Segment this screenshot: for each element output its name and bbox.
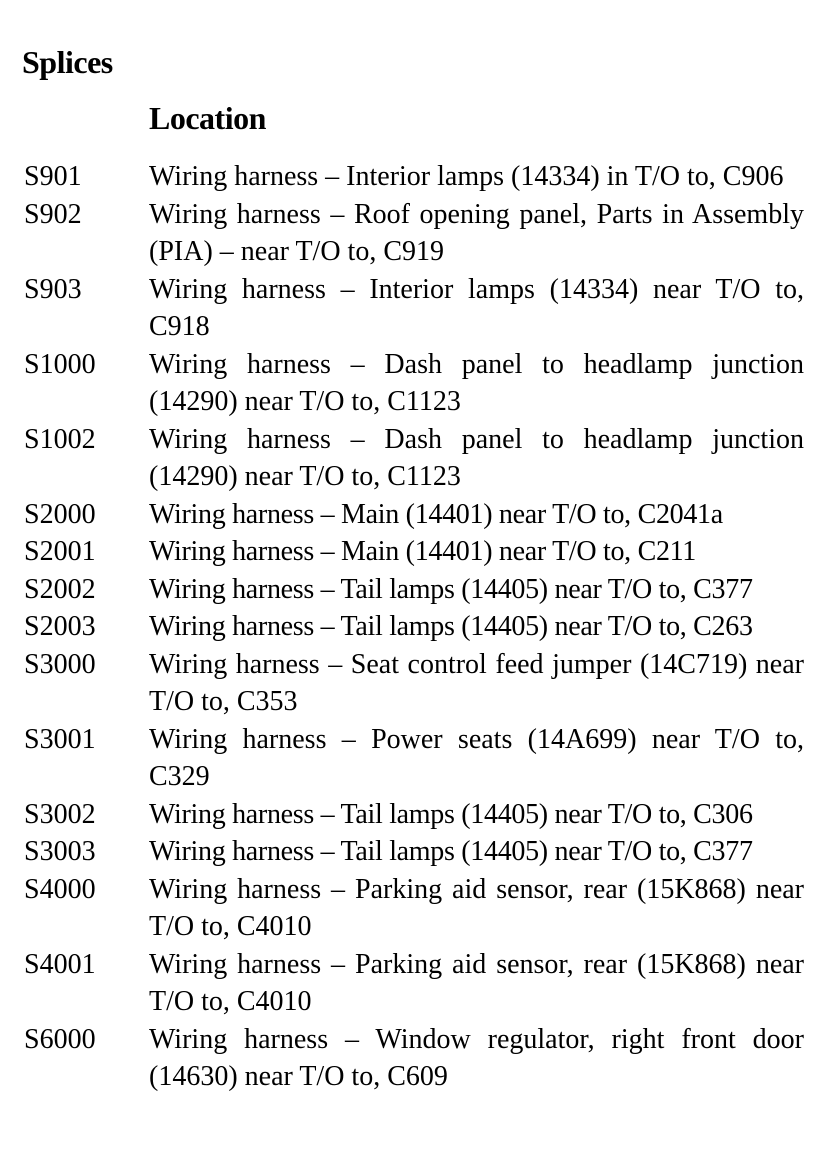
splice-code: S3001 (24, 723, 96, 755)
splice-code: S3003 (24, 836, 96, 867)
splice-location: Wiring harness – Tail lamps (14405) near T/O to, C377 (149, 836, 753, 867)
splice-code: S4000 (24, 873, 96, 905)
splice-row (24, 871, 804, 946)
splice-row (24, 346, 804, 421)
splice-code: S1000 (24, 348, 96, 380)
splice-code: S3000 (24, 648, 96, 680)
splice-location: Wiring harness – Interior lamps (14334) near T/O to, C918 (149, 273, 804, 342)
splice-row (24, 646, 804, 721)
splice-location: Wiring harness – Dash panel to headlamp junction (14290) near T/O to, C1123 (149, 423, 804, 492)
splice-row (24, 833, 804, 871)
splice-code: S2000 (24, 498, 96, 530)
splice-row (24, 533, 804, 571)
section-title: Splices (22, 44, 113, 80)
splice-code: S2002 (24, 573, 96, 605)
splice-location: Wiring harness – Main (14401) near T/O to, C211 (149, 536, 697, 567)
splice-code: S2001 (24, 536, 96, 567)
splice-location: Wiring harness – Interior lamps (14334) in T/O to, C906 (149, 161, 784, 192)
splice-location: Wiring harness – Parking aid sensor, rear (15K868) near T/O to, C4010 (149, 948, 804, 1017)
splice-location: Wiring harness – Window regulator, right front door (14630) near T/O to, C609 (149, 1023, 804, 1092)
splice-row (24, 571, 804, 609)
splice-location: Wiring harness – Power seats (14A699) near T/O to, C329 (149, 723, 804, 792)
splice-code: S902 (24, 198, 82, 230)
splice-location: Wiring harness – Dash panel to headlamp junction (14290) near T/O to, C1123 (149, 348, 804, 417)
splice-row (24, 1021, 804, 1096)
splice-code: S1002 (24, 423, 96, 455)
splice-row (24, 496, 804, 534)
splice-row (24, 946, 804, 1021)
splice-code: S903 (24, 273, 82, 305)
splice-row (24, 196, 804, 271)
splice-code: S2003 (24, 611, 96, 642)
splice-location: Wiring harness – Seat control feed jumper (14C719) near T/O to, C353 (149, 648, 804, 717)
splice-row (24, 271, 804, 346)
splice-row (24, 421, 804, 496)
splice-row (24, 721, 804, 796)
splice-location: Wiring harness – Tail lamps (14405) near T/O to, C306 (149, 798, 753, 830)
splice-code: S4001 (24, 948, 96, 980)
splice-code: S6000 (24, 1023, 96, 1055)
splice-row (24, 796, 804, 834)
splice-row (24, 608, 804, 646)
location-column-heading: Location (149, 100, 266, 136)
splice-code: S3002 (24, 798, 96, 830)
splice-location: Wiring harness – Main (14401) near T/O to, C2041a (149, 498, 723, 530)
splice-location: Wiring harness – Tail lamps (14405) near T/O to, C377 (149, 573, 753, 605)
splice-row (24, 158, 804, 196)
splice-code: S901 (24, 161, 82, 192)
splice-location: Wiring harness – Tail lamps (14405) near T/O to, C263 (149, 611, 753, 642)
splice-location: Wiring harness – Roof opening panel, Parts in Assembly (PIA) – near T/O to, C919 (149, 198, 804, 267)
splice-list (24, 158, 804, 1096)
splice-location: Wiring harness – Parking aid sensor, rear (15K868) near T/O to, C4010 (149, 873, 804, 942)
